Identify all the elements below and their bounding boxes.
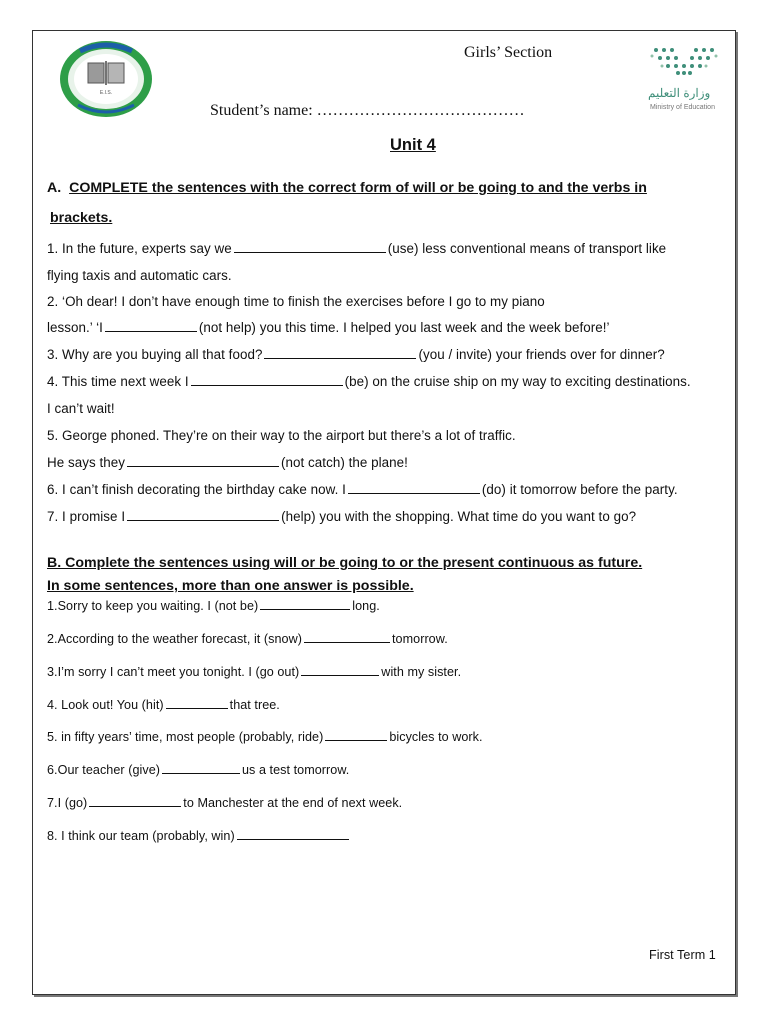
section-label: Girls’ Section <box>464 44 553 61</box>
answer-blank[interactable] <box>234 241 386 253</box>
footer-term: First Term 1 <box>649 948 716 962</box>
answer-blank[interactable] <box>191 374 343 386</box>
b-item-2: 2.According to the weather forecast, it (snow) tomorrow. <box>47 632 448 646</box>
answer-blank[interactable] <box>127 509 279 521</box>
a-item-2: 2. ‘Oh dear! I don’t have enough time to finish the exercises before I go to my piano <box>47 294 545 309</box>
a-item-4-cont: I can’t wait! <box>47 401 115 416</box>
answer-blank[interactable] <box>304 631 390 643</box>
b-item-5: 5. in fifty years’ time, most people (probably, ride) bicycles to work. <box>47 730 483 744</box>
a-item-5: 5. George phoned. They’re on their way to the airport but there’s a lot of traffic. <box>47 428 516 443</box>
section-b-instruction: B. Complete the sentences using will or be going to or the present continuous as future. <box>47 555 643 571</box>
answer-blank[interactable] <box>348 482 480 494</box>
answer-blank[interactable] <box>166 697 228 709</box>
svg-text:E.I.S.: E.I.S. <box>99 90 113 96</box>
a-item-6: 6. I can’t finish decorating the birthday cake now. I (do) it tomorrow before the party. <box>47 482 678 497</box>
a-item-1-cont: flying taxis and automatic cars. <box>47 268 232 283</box>
ministry-english-name: Ministry of Education <box>650 104 715 111</box>
answer-blank[interactable] <box>162 762 240 774</box>
answer-blank[interactable] <box>325 729 387 741</box>
student-name-label: Student’s name: ………………………………… <box>210 102 525 119</box>
answer-blank[interactable] <box>301 664 379 676</box>
b-item-3: 3.I’m sorry I can’t meet you tonight. I (go out) with my sister. <box>47 665 462 679</box>
section-b-instruction-cont: In some sentences, more than one answer is possible. <box>47 578 414 594</box>
answer-blank[interactable] <box>127 455 279 467</box>
answer-blank[interactable] <box>264 347 416 359</box>
b-item-8: 8. I think our team (probably, win) <box>47 828 351 843</box>
school-logo <box>58 39 154 119</box>
section-a-instruction-cont: brackets. <box>50 210 113 226</box>
a-item-3: 3. Why are you buying all that food? (you / invite) your friends over for dinner? <box>47 347 665 362</box>
b-item-1: 1.Sorry to keep you waiting. I (not be) long. <box>47 599 380 613</box>
answer-blank[interactable] <box>237 828 349 840</box>
a-item-7: 7. I promise I (help) you with the shopping. What time do you want to go? <box>47 509 637 524</box>
answer-blank[interactable] <box>89 795 181 807</box>
a-item-5-cont: He says they (not catch) the plane! <box>47 455 408 470</box>
section-a-heading <box>47 180 647 196</box>
section-a-instruction: COMPLETE the sentences with the correct form of will or be going to and the verbs in <box>69 180 647 196</box>
a-item-2-cont: lesson.’ ‘I (not help) you this time. I helped you last week and the week before!’ <box>47 320 610 335</box>
b-item-6: 6.Our teacher (give) us a test tomorrow. <box>47 763 350 777</box>
a-item-4: 4. This time next week I (be) on the cruise ship on my way to exciting destinations. <box>47 374 691 389</box>
unit-title: Unit 4 <box>390 136 436 154</box>
ministry-arabic-name: وزارة التعليم <box>648 86 711 100</box>
answer-blank[interactable] <box>105 320 197 332</box>
section-a-letter: A. <box>47 180 62 196</box>
b-item-7: 7.I (go) to Manchester at the end of next week. <box>47 796 403 810</box>
answer-blank[interactable] <box>260 598 350 610</box>
b-item-4: 4. Look out! You (hit) that tree. <box>47 698 280 712</box>
a-item-1: 1. In the future, experts say we (use) less conventional means of transport like <box>47 241 667 256</box>
